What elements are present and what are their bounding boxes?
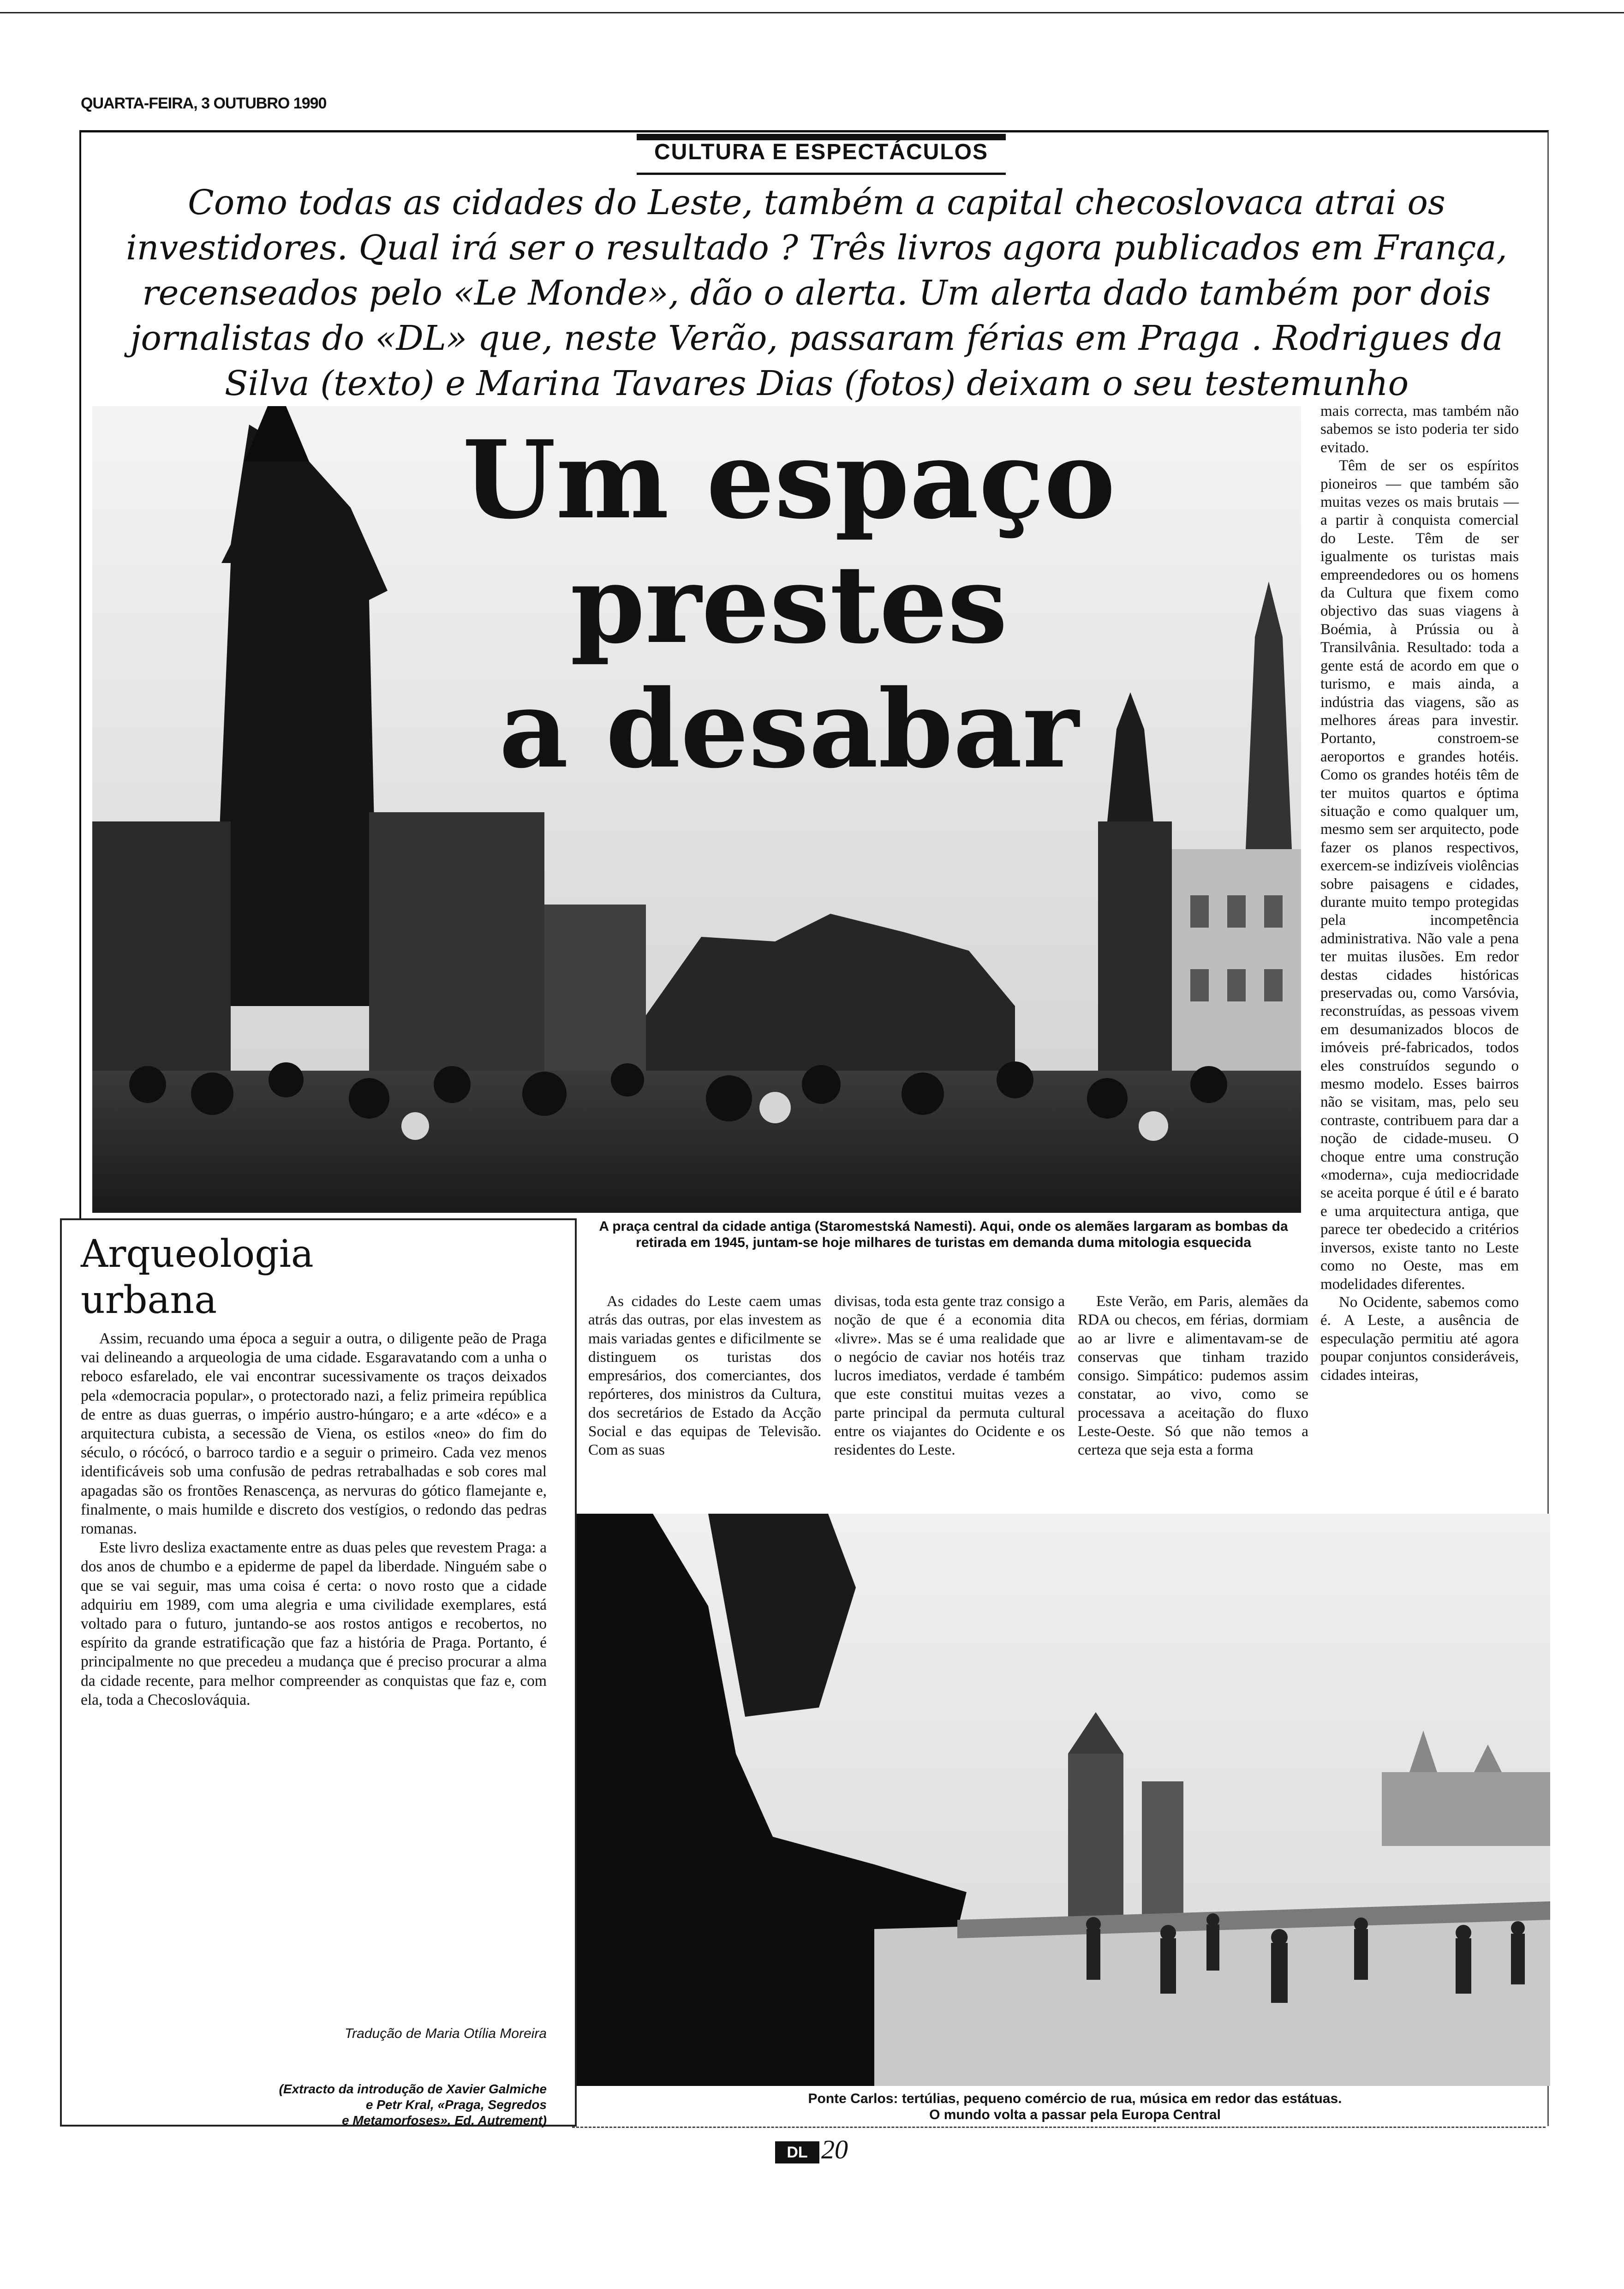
deck-intro: Como todas as cidades do Leste, também a capital checoslovaca atrai os investidores. Qual irá ser o resultado ? Três livros agora publicados em França, recenseados pelo «Le Monde», dão o alerta. Um alerta dado também por dois jornalistas do «DL» que, neste Verão, passaram férias em Praga . Rodrigues da Silva (texto) e Marina Tavares Dias (fotos) deixam o seu testemunho (126, 183, 1507, 403)
body-column-3 (1078, 1292, 1308, 1460)
right-paragraph: mais correcta, mas também não sabemos se isto poderia ter sido evitado. (1320, 403, 1519, 456)
photo-charles-bridge (413, 1514, 1550, 2086)
right-paragraph: No Ocidente, sabemos como é. A Leste, a ausência de especulação permitiu até agora poupar conjuntos consideráveis, cidades inteiras, (1320, 1294, 1519, 1384)
headline-line-1: Um espaço (462, 417, 1116, 543)
headline-line-3: a desabar (499, 666, 1079, 792)
extract-note-line: e Metamorfoses», Ed. Autrement) (342, 2113, 547, 2127)
photo2-caption (637, 2091, 1513, 2123)
photo2-caption-line: O mundo volta a passar pela Europa Central (929, 2107, 1221, 2122)
sidebar-paragraph: Este livro desliza exactamente entre as duas peles que revestem Praga: a dos anos de chumbo e a epiderme de papel da liberdade. Ninguém sabe o que se vai seguir, mas uma coisa é certa: o novo rosto que a cidade adquiriu em 1989, com uma alegria e uma civilidade exemplares, está voltado para o futuro, juntando-se aos rostos antigos e recobertos, no espírito da grande estratificação que faz a história de Praga. Portanto, é principalmente no que precedeu a mudança que é preciso procurar a alma da cidade recente, para melhor compreender as conquistas que faz e, com ela, toda a Checoslováquia. (81, 1539, 547, 1708)
body-paragraph: divisas, toda esta gente traz consigo a noção de que é a economia dita «livre». Mas se é uma realidade que o negócio de caviar nos hotéis traz lucros imediatos, verdade é também que este constitui muitas vezes a parte principal da permuta cultural entre os viajantes do Ocidente e os residentes do Leste. (834, 1293, 1065, 1459)
sidebar-title (81, 1231, 542, 1324)
page-folio (775, 2136, 877, 2163)
body-column-2 (834, 1292, 1065, 1460)
sidebar-title-line-1: Arqueologia (81, 1232, 314, 1276)
photo1-caption: A praça central da cidade antiga (Staromestská Namesti). Aqui, onde os alemães largaram as bombas da retirada em 1945, juntam-se hoje milhares de turistas em demanda duma mitologia esquecida (599, 1219, 1288, 1250)
page-top-edge (0, 0, 1624, 13)
dl-logo: DL (775, 2141, 819, 2163)
headline-line-2: prestes (570, 541, 1008, 667)
translation-credit: Tradução de Maria Otília Moreira (345, 2026, 547, 2041)
right-column-text (1320, 402, 1519, 1384)
photo2-caption-line: Ponte Carlos: tertúlias, pequeno comércio de rua, música em redor das estátuas. (808, 2091, 1342, 2106)
dateline: QUARTA-FEIRA, 3 OUTUBRO 1990 (81, 95, 327, 112)
extract-note-line: e Petr Kral, «Praga, Segredos (365, 2097, 547, 2112)
bottom-rule (572, 2127, 1546, 2128)
page-number: 20 (821, 2134, 848, 2164)
headline (443, 418, 1135, 791)
body-paragraph: Este Verão, em Paris, alemães da RDA ou checos, em férias, dormiam ao ar livre e alimentavam-se de conservas que tinham trazido consigo. Simpático: pudemos assim constatar, ao vivo, como se processava a aceitação do fluxo Leste-Oeste. Só que não temos a certeza que seja esta a forma (1078, 1293, 1308, 1459)
extract-note-line: (Extracto da introdução de Xavier Galmiche (279, 2082, 547, 2096)
sidebar-title-line-2: urbana (81, 1278, 217, 1322)
extract-note (85, 2081, 547, 2128)
sidebar-paragraph: Assim, recuando uma época a seguir a outra, o diligente peão de Praga vai delineando a arqueologia de uma cidade. Esgaravatando com a unha o reboco esfarelado, ele vai encontrar sucessivamente os traços deixados pela «democracia popular», o protectorado nazi, a feliz primeira república de entre as duas guerras, o império austro-húngaro; e a arte «déco» e a arquitectura cubista, a secessão de Viena, os estilos «neo» do fim do século, o rócócó, o barroco tardio e a seguir o primeiro. Cada vez menos identificáveis sob uma confusão de pedras retrabalhadas e sob cores mal apagadas são os frontões Renascença, as nervuras do gótico flamejante e, finalmente, o mais humilde e discreto dos vestígios, o redondo das pedras romanas. (81, 1330, 547, 1538)
section-label: CULTURA E ESPECTÁCULOS (637, 134, 1006, 175)
right-paragraph: Têm de ser os espíritos pioneiros — que também são muitas vezes os mais brutais — a partir à conquista comercial do Leste. Têm de ser igualmente os turistas mais empreendedores ou os homens da Cultura que fixem como objectivo das suas viagens à Boémia, à Prússia ou à Transilvânia. Resultado: toda a gente está de acordo em que o turismo, e mais ainda, a indústria das viagens, são as melhores áreas para investir. Portanto, constroem-se aeroportos e grandes hotéis. Como os grandes hotéis têm de ter muitos quartos e óptima situação e como qualquer um, mesmo sem ser arquitecto, pode fazer os planos respectivos, exercem-se indizíveis violências sobre paisagens e cidades, durante muito tempo protegidas pela incompetência administrativa. Não vale a pena ter muitas ilusões. Em redor destas cidades históricas preservadas ou, como Varsóvia, reconstruídas, as pessoas vivem em desumanizados blocos de imóveis pré-fabricados, todos eles construídos segundo o mesmo modelo. Esses bairros não se visitam, mas, pelo seu contraste, contribuem para dar a noção de cidade-museu. O choque entre uma construção «moderna», cuja mediocridade se aceita porque é útil e é barato e uma arquitectura antiga, que parece ter obedecido a critérios inversos, existe tanto no Leste como no Oeste, mas em modelidades diferentes. (1320, 457, 1519, 1293)
body-column-1 (588, 1292, 821, 1460)
sidebar-body (81, 1329, 547, 1709)
body-paragraph: As cidades do Leste caem umas atrás das outras, por elas investem as mais variadas gentes e dificilmente se distinguem os turistas dos empresários, dos comerciantes, dos repórteres, dos ministros da Cultura, dos secretários de Estado da Acção Social e das equipas de Televisão. Com as suas (588, 1293, 821, 1459)
